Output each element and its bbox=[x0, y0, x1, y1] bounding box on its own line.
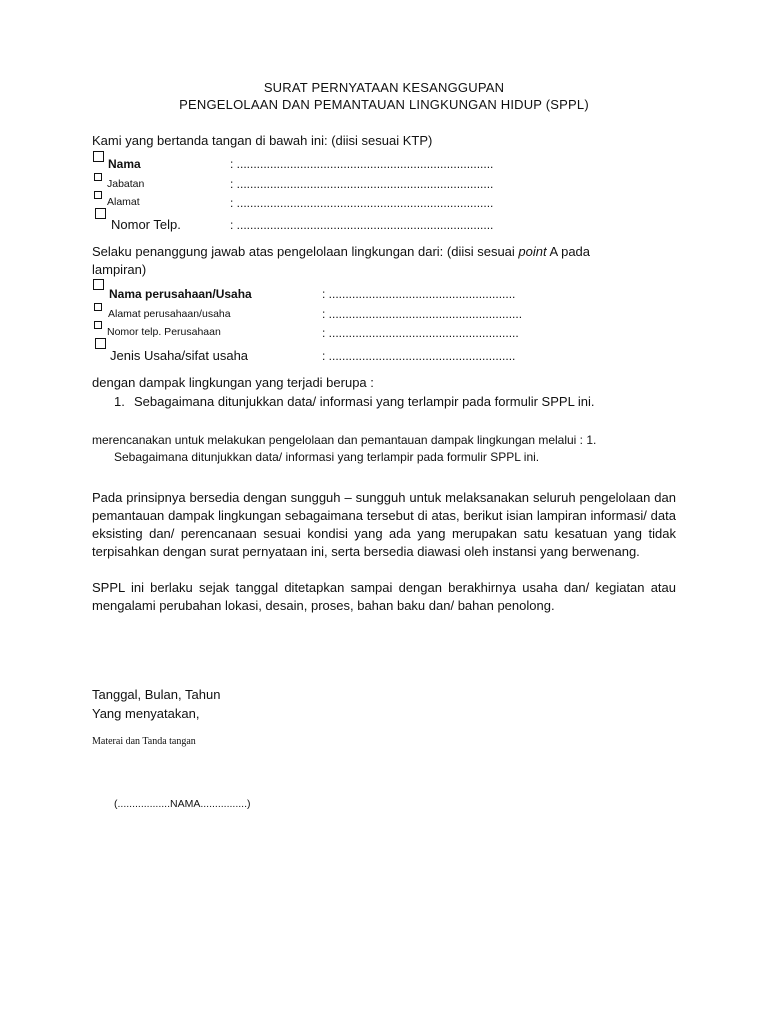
field-label-nomor-telp-perusahaan: Nomor telp. Perusahaan bbox=[107, 326, 221, 338]
field-label-alamat-perusahaan: Alamat perusahaan/usaha bbox=[108, 308, 231, 320]
checkbox-jenis-usaha[interactable] bbox=[95, 338, 106, 349]
intro-text: Kami yang bertanda tangan di bawah ini: (diisi sesuai KTP) bbox=[92, 133, 433, 148]
document-title-line2: PENGELOLAAN DAN PEMANTAUAN LINGKUNGAN HIDUP (SPPL) bbox=[179, 97, 589, 112]
signature-stated-by: Yang menyatakan, bbox=[92, 706, 200, 721]
field-value-alamat-perusahaan[interactable]: : .......................................................... bbox=[322, 307, 523, 321]
responsible-prefix: Selaku penanggung jawab atas pengelolaan lingkungan dari: (diisi sesuai bbox=[92, 244, 519, 259]
field-value-nama-perusahaan[interactable]: : ........................................................ bbox=[322, 287, 516, 301]
field-value-jenis-usaha[interactable]: : ........................................................ bbox=[322, 349, 516, 363]
signature-materai-note: Materai dan Tanda tangan bbox=[92, 736, 196, 747]
field-value-jabatan[interactable]: : ............................................................................. bbox=[230, 177, 494, 191]
responsible-suffix: A pada bbox=[546, 244, 591, 259]
checkbox-nama[interactable] bbox=[93, 151, 104, 162]
commitment-paragraph: Pada prinsipnya bersedia dengan sungguh – sungguh untuk melaksanakan seluruh pengelolaan dan pemantauan dampak lingkungan sebagaimana tersebut di atas, berikut isian lampiran informasi/ data eksisting dan/ perencanaan sesuai kondisi yang ada yang merupakan satu kesatuan yang tidak terpisahkan dengan surat pernyataan ini, serta bersedia diawasi oleh instansi yang berwenang. bbox=[92, 490, 676, 559]
document-title-line1: SURAT PERNYATAAN KESANGGUPAN bbox=[263, 80, 505, 95]
checkbox-alamat[interactable] bbox=[94, 191, 102, 199]
checkbox-nama-perusahaan[interactable] bbox=[93, 279, 104, 290]
plan-text-line2: Sebagaimana ditunjukkan data/ informasi yang terlampir pada formulir SPPL ini. bbox=[114, 450, 540, 464]
field-label-alamat: Alamat bbox=[107, 196, 140, 208]
responsible-text-line2: lampiran) bbox=[92, 262, 147, 277]
field-label-jabatan: Jabatan bbox=[107, 178, 145, 190]
signature-date: Tanggal, Bulan, Tahun bbox=[92, 687, 221, 702]
field-label-nomor-telp: Nomor Telp. bbox=[111, 217, 181, 232]
checkbox-jabatan[interactable] bbox=[94, 173, 102, 181]
field-label-nama: Nama bbox=[108, 157, 141, 171]
field-value-nama[interactable]: : ............................................................................. bbox=[230, 157, 494, 171]
field-label-jenis-usaha: Jenis Usaha/sifat usaha bbox=[110, 348, 249, 363]
responsible-italic: point bbox=[518, 244, 547, 259]
checkbox-alamat-perusahaan[interactable] bbox=[94, 303, 102, 311]
signature-name-placeholder: (..................NAMA................) bbox=[114, 798, 251, 810]
impact-item-number: 1. bbox=[114, 394, 125, 409]
field-value-alamat[interactable]: : ............................................................................. bbox=[230, 196, 494, 210]
field-value-nomor-telp-perusahaan[interactable]: : ......................................................... bbox=[322, 326, 519, 340]
plan-text-line1: merencanakan untuk melakukan pengelolaan dan pemantauan dampak lingkungan melalui : 1. bbox=[92, 433, 597, 447]
validity-paragraph: SPPL ini berlaku sejak tanggal ditetapkan sampai dengan berakhirnya usaha dan/ kegiatan atau mengalami perubahan lokasi, desain, proses, bahan baku dan/ bahan penolong. bbox=[92, 580, 676, 613]
impact-heading: dengan dampak lingkungan yang terjadi berupa : bbox=[92, 375, 374, 390]
field-value-nomor-telp[interactable]: : ............................................................................. bbox=[230, 218, 494, 232]
responsible-text bbox=[92, 244, 590, 259]
impact-item-text: Sebagaimana ditunjukkan data/ informasi yang terlampir pada formulir SPPL ini. bbox=[134, 394, 595, 409]
checkbox-nomor-telp-perusahaan[interactable] bbox=[94, 321, 102, 329]
checkbox-nomor-telp[interactable] bbox=[95, 208, 106, 219]
field-label-nama-perusahaan: Nama perusahaan/Usaha bbox=[109, 287, 252, 301]
